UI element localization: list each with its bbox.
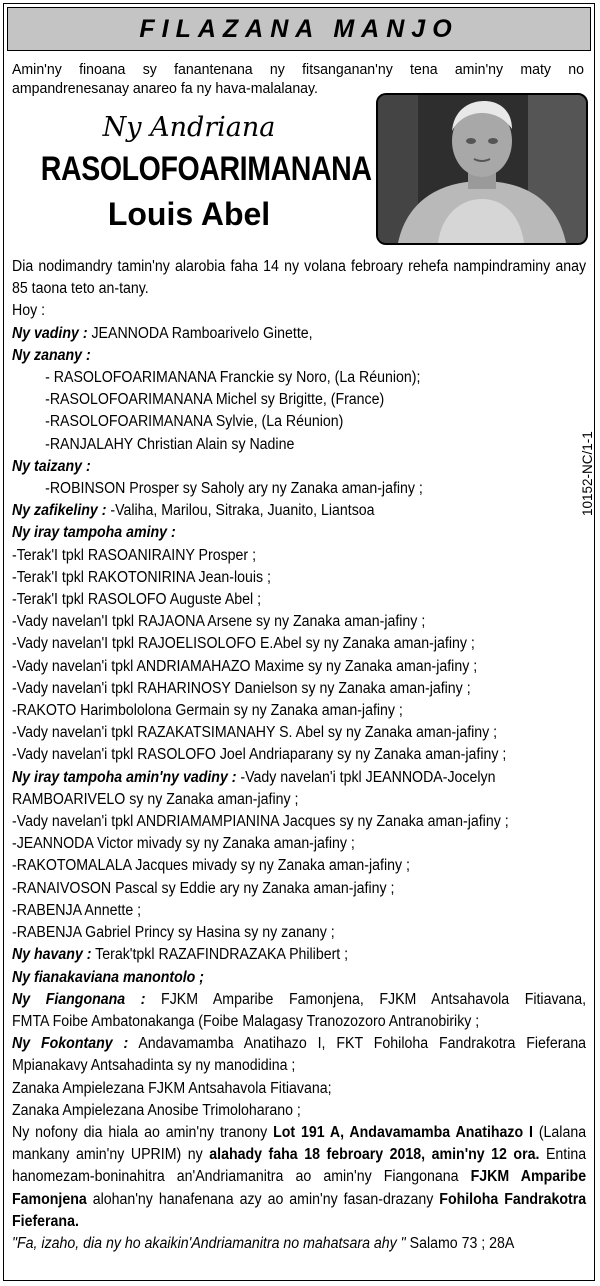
family-item: -Vady navelan'I tpkl RAJAONA Arsene sy ny Zanaka aman-jafiny ; [12,613,426,631]
spouse-family-item: -RAKOTOMALALA Jacques mivady sy ny Zanaka aman-jafiny ; [12,857,410,875]
reference-code: 10152-NC/1-1 [580,431,595,516]
neighborhood-line [12,1033,586,1055]
deceased-honorific: Ny Andriana [102,112,276,143]
neighborhood-text: Andavamamba Anatihazo I, FKT Fohiloha Fandrakotra Fieferana [138,1035,587,1053]
family-item: -Vady navelan'i tpkl RAHARINOSY Danielson sy ny Zanaka aman-jafiny ; [12,679,471,697]
deceased-first-names: Louis Abel [107,196,271,232]
portrait-image [378,95,586,243]
notice-header [7,7,591,51]
family-item: -Vady navelan'i tpkl ANDRIAMAHAZO Maxime sy ny Zanaka aman-jafiny ; [12,657,478,675]
spouse-line [12,323,586,345]
spouse-family-item: -RABENJA Gabriel Princy sy Hasina sy ny zanany ; [12,924,335,942]
spouse-family-item: -RABENJA Annette ; [12,901,142,919]
funeral-text: Ny nofony dia hiala ao amin'ny tranony [12,1123,274,1141]
spouse-family-item: -Vady navelan'i tpkl ANDRIAMAMPIANINA Jacques sy ny Zanaka aman-jafiny ; [12,813,509,831]
spiritual-family-label: Ny fianakaviana manontolo ; [12,968,204,986]
relatives-text: Terak'tpkl RAZAFINDRAZAKA Philibert ; [95,946,349,964]
family-item: -Terak'I tpkl RASOLOFO Auguste Abel ; [12,591,262,609]
family-item: -Terak'I tpkl RASOANIRAINY Prosper ; [12,546,257,564]
neighborhood-label: Ny Fokontany : [12,1035,129,1053]
family-item: -Vady navelan'i tpkl RAZAKATSIMANAHY S. Abel sy ny Zanaka aman-jafiny ; [12,724,498,742]
funeral-text: (Lalana mankany amin'ny UPRIM) ny [12,1123,587,1164]
funeral-text: alohan'ny hanafenana azy ao amin'ny fasan-drazany [86,1190,440,1208]
hoy-label: Hoy : [12,302,46,320]
notice-title: FILAZANA MANJO [139,14,459,43]
funeral-details [12,1122,586,1233]
funeral-burial-place: Fohiloha Fandrakotra Fieferana. [12,1190,587,1230]
great-grandchildren-label: Ny zafikeliny : [12,502,107,520]
deceased-surname: RASOLOFOARIMANANA [40,150,372,188]
family-item: -Vady navelan'I tpkl RAJOELISOLOFO E.Abel sy ny Zanaka aman-jafiny ; [12,635,475,653]
grandchildren-label: Ny taizany : [12,457,91,475]
church-text: FJKM Amparibe Famonjena, FJKM Antsahavola Fitiavana, [161,990,587,1008]
funeral-church: FJKM Amparibe Famonjena [12,1168,587,1208]
great-grandchildren-names: -Valiha, Marilou, Sitraka, Juanito, Liantsoa [110,502,375,520]
great-grandchildren-line [12,500,586,522]
church-line-2: FMTA Foibe Ambatonakanga (Foibe Malagasy Tranozozoro Antranobiriky ; [12,1012,480,1030]
spouse-label: Ny vadiny : [12,324,88,342]
grandchildren-item: -ROBINSON Prosper sy Saholy ary ny Zanaka aman-jafiny ; [45,480,423,498]
notice-body [12,256,586,1255]
family-item: -RAKOTO Harimbololona Germain sy ny Zanaka aman-jafiny ; [12,702,403,720]
family-of-spouse-first-cont: RAMBOARIVELO sy ny Zanaka aman-jafiny ; [12,790,299,808]
children-item: -RASOLOFOARIMANANA Michel sy Brigitte, (France) [45,391,385,409]
relatives-line [12,944,586,966]
family-of-deceased-label: Ny iray tampoha aminy : [12,524,176,542]
family-of-spouse-first: -Vady navelan'i tpkl JEANNODA-Jocelyn [240,768,496,786]
family-item: -Terak'I tpkl RAKOTONIRINA Jean-louis ; [12,568,271,586]
relatives-label: Ny havany : [12,946,92,964]
neighborhood-line-2: Mpianakavy Antsahadinta sy ny manodidina ; [12,1057,296,1075]
intro-text: Amin'ny finoana sy fanantenana ny fitsanganan'ny tena amin'ny maty no ampandrenesanay anareo fa ny hava-malalanay. [12,61,584,97]
children-item: -RANJALAHY Christian Alain sy Nadine [45,435,295,453]
death-announcement: Dia nodimandry tamin'ny alarobia faha 14 ny volana febroary rehefa nampindraminy anay 85 taona teto an-tany. [12,258,587,298]
bible-verse [12,1233,586,1255]
funeral-date: alahady faha 18 febroary 2018, amin'ny 12 ora. [209,1146,540,1164]
deceased-portrait [376,93,588,245]
spouse-family-item: -JEANNODA Victor mivady sy ny Zanaka aman-jafiny ; [12,835,355,853]
children-label: Ny zanany : [12,346,91,364]
spouse-family-item: -RANAIVOSON Pascal sy Eddie ary ny Zanaka aman-jafiny ; [12,879,395,897]
family-item: -Vady navelan'i tpkl RASOLOFO Joel Andriaparany sy ny Zanaka aman-jafiny ; [12,746,507,764]
funeral-address: Lot 191 A, Andavamamba Anatihazo I [273,1123,533,1141]
children-item: - RASOLOFOARIMANANA Franckie sy Noro, (La Réunion); [45,369,421,387]
obituary-notice [3,3,595,1281]
church-line [12,989,586,1011]
church-label: Ny Fiangonana : [12,990,146,1008]
neighborhood-line-3: Zanaka Ampielezana FJKM Antsahavola Fitiavana; [12,1079,332,1097]
verse-quote: "Fa, izaho, dia ny ho akaikin'Andriamanitra no mahatsara ahy " [12,1234,406,1252]
family-of-spouse-line [12,767,586,789]
neighborhood-line-4: Zanaka Ampielezana Anosibe Trimoloharano ; [12,1101,301,1119]
verse-reference: Salamo 73 ; 28A [405,1234,515,1252]
family-of-spouse-label: Ny iray tampoha amin'ny vadiny : [12,768,237,786]
spouse-name: JEANNODA Ramboarivelo Ginette, [91,324,313,342]
children-item: -RASOLOFOARIMANANA Sylvie, (La Réunion) [45,413,344,431]
funeral-text: Entina hanomezam-boninahitra an'Andriamanitra ao amin'ny Fiangonana [12,1146,587,1186]
